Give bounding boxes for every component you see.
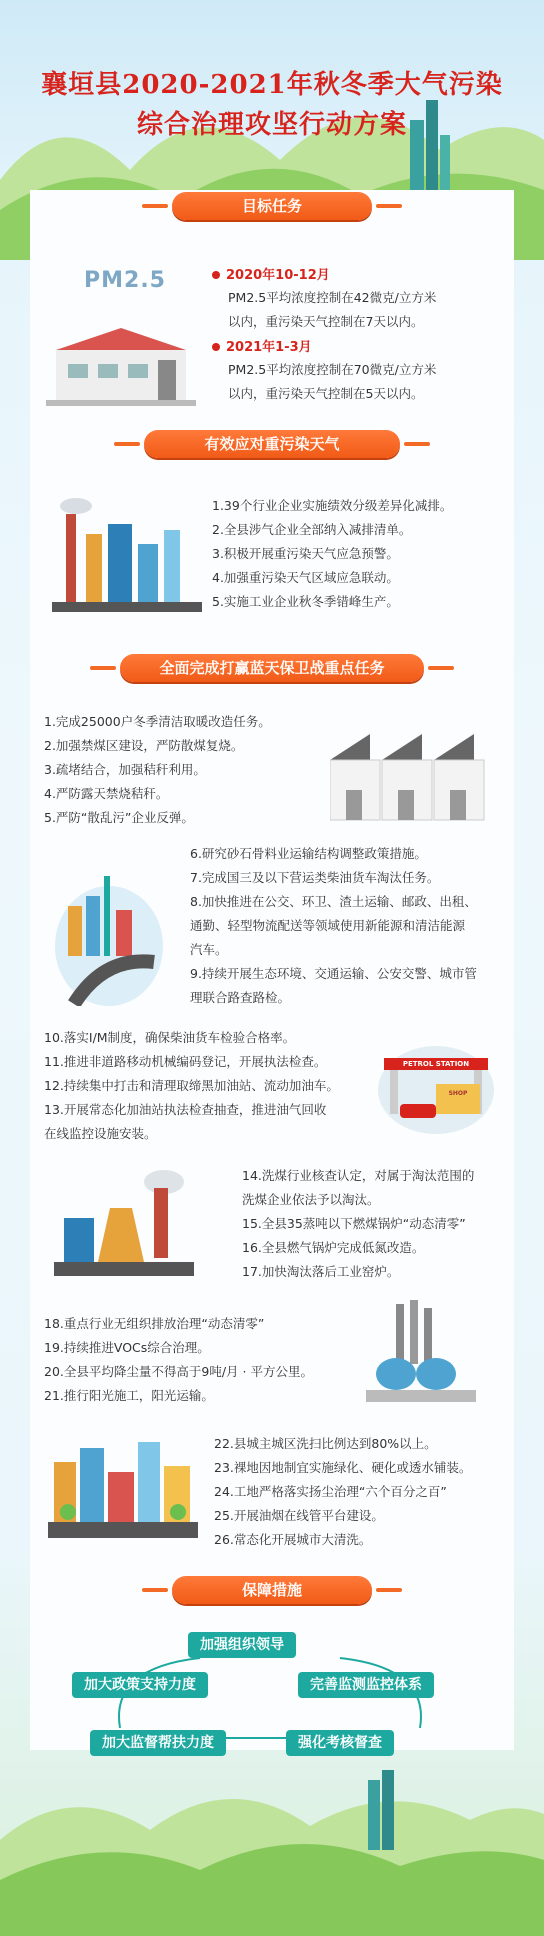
task-group-5 xyxy=(44,1312,313,1408)
measure-supervision: 加大监督帮扶力度 xyxy=(90,1730,226,1756)
section-banner-heavy-pollution: 有效应对重污染天气 xyxy=(144,430,400,458)
warehouse-illustration xyxy=(330,730,490,830)
list-item: 18.重点行业无组织排放治理“动态清零” xyxy=(44,1316,265,1331)
period1-title: 2020年10-12月 xyxy=(212,264,330,283)
list-item: 5.严防“散乱污”企业反弹。 xyxy=(44,810,194,825)
list-item: 2.全县涉气企业全部纳入减排清单。 xyxy=(212,522,412,537)
list-item: 2.加强禁煤区建设，严防散煤复烧。 xyxy=(44,738,244,753)
list-item: 10.落实I/M制度，确保柴油货车检验合格率。 xyxy=(44,1030,296,1045)
chimney-tanks-illustration xyxy=(366,1300,476,1404)
page-title-line2: 综合治理攻坚行动方案 xyxy=(136,110,407,140)
list-item: 汽车。 xyxy=(190,942,228,957)
section-banner-goals: 目标任务 xyxy=(172,192,372,220)
period2-title: 2021年1-3月 xyxy=(212,336,312,355)
list-item: 15.全县35蒸吨以下燃煤锅炉“动态清零” xyxy=(242,1216,466,1231)
list-item: 7.完成国三及以下营运类柴油货车淘汰任务。 xyxy=(190,870,440,885)
petrol-station-illustration xyxy=(376,1034,496,1134)
list-item: 20.全县平均降尘量不得高于9吨/月 · 平方公里。 xyxy=(44,1364,313,1379)
task-group-6 xyxy=(214,1432,471,1552)
task-group-1 xyxy=(44,710,271,830)
industrial-plant-illustration xyxy=(52,494,202,620)
section-banner-guarantees: 保障措施 xyxy=(172,1576,372,1604)
list-item: 6.研究砂石骨料业运输结构调整政策措施。 xyxy=(190,846,427,861)
list-item: 23.裸地因地制宜实施绿化、硬化或透水铺装。 xyxy=(214,1460,472,1475)
list-item: 19.持续推进VOCs综合治理。 xyxy=(44,1340,210,1355)
list-item: 洗煤企业依法予以淘汰。 xyxy=(242,1192,380,1207)
list-item: 25.开展油烟在线管平台建设。 xyxy=(214,1508,384,1523)
list-item: 理联合路查路检。 xyxy=(190,990,291,1005)
list-item: 3.疏堵结合，加强秸秆利用。 xyxy=(44,762,206,777)
list-item: 通勤、轻型物流配送等领域使用新能源和清洁能源 xyxy=(190,918,466,933)
period1-text-line2: 以内，重污染天气控制在7天以内。 xyxy=(228,314,424,329)
list-item: 1.完成25000户冬季清洁取暖改造任务。 xyxy=(44,714,271,729)
period2-text-line2: 以内，重污染天气控制在5天以内。 xyxy=(228,386,424,401)
bullet-dot-icon xyxy=(212,271,220,279)
list-item: 24.工地严格落实扬尘治理“六个百分之百” xyxy=(214,1484,447,1499)
coal-plant-illustration xyxy=(54,1168,194,1280)
list-item: 12.持续集中打击和清理取缔黑加油站、流动加油车。 xyxy=(44,1078,339,1093)
task-group-3 xyxy=(44,1026,339,1146)
hills-bottom xyxy=(0,1770,544,1936)
list-item: 26.常态化开展城市大清洗。 xyxy=(214,1532,372,1547)
list-item: 9.持续开展生态环境、交通运输、公安交警、城市管 xyxy=(190,966,477,981)
list-item: 13.开展常态化加油站执法检查抽查，推进油气回收 xyxy=(44,1102,327,1117)
city-road-illustration xyxy=(54,866,164,1006)
list-item: 16.全县燃气锅炉完成低氮改造。 xyxy=(242,1240,425,1255)
measure-policy-support: 加大政策支持力度 xyxy=(72,1672,208,1698)
list-item: 在线监控设施安装。 xyxy=(44,1126,157,1141)
heavy-pollution-list xyxy=(212,494,452,614)
bullet-dot-icon xyxy=(212,343,220,351)
list-item: 1.39个行业企业实施绩效分级差异化减排。 xyxy=(212,498,453,513)
city-street-illustration xyxy=(48,1432,198,1542)
pm25-label: PM2.5 xyxy=(84,268,166,293)
period1-text-line1: PM2.5平均浓度控制在42微克/立方米 xyxy=(228,290,437,305)
factory-building-illustration xyxy=(46,320,196,408)
task-group-4 xyxy=(242,1164,474,1284)
measure-organization: 加强组织领导 xyxy=(188,1632,296,1658)
measure-monitoring-system: 完善监测监控体系 xyxy=(298,1672,434,1698)
shop-sign: SHOP xyxy=(448,1090,468,1097)
petrol-station-drawing xyxy=(376,1034,496,1134)
list-item: 8.加快推进在公交、环卫、渣土运输、邮政、出租、 xyxy=(190,894,477,909)
list-item: 4.严防露天禁烧秸秆。 xyxy=(44,786,169,801)
petrol-station-sign: PETROL STATION xyxy=(402,1060,470,1068)
list-item: 17.加快淘汰落后工业窑炉。 xyxy=(242,1264,400,1279)
list-item: 22.县城主城区洗扫比例达到80%以上。 xyxy=(214,1436,437,1451)
measure-assessment: 强化考核督查 xyxy=(286,1730,394,1756)
section-banner-key-tasks: 全面完成打赢蓝天保卫战重点任务 xyxy=(120,654,424,682)
list-item: 3.积极开展重污染天气应急预警。 xyxy=(212,546,399,561)
list-item: 5.实施工业企业秋冬季错峰生产。 xyxy=(212,594,399,609)
list-item: 21.推行阳光施工，阳光运输。 xyxy=(44,1388,214,1403)
period2-text-line1: PM2.5平均浓度控制在70微克/立方米 xyxy=(228,362,437,377)
page-title-line1: 襄垣县2020-2021年秋冬季大气污染 xyxy=(41,70,503,100)
task-group-2 xyxy=(190,842,477,1010)
list-item: 14.洗煤行业核查认定，对属于淘汰范围的 xyxy=(242,1168,475,1183)
list-item: 4.加强重污染天气区域应急联动。 xyxy=(212,570,399,585)
list-item: 11.推进非道路移动机械编码登记，开展执法检查。 xyxy=(44,1054,327,1069)
